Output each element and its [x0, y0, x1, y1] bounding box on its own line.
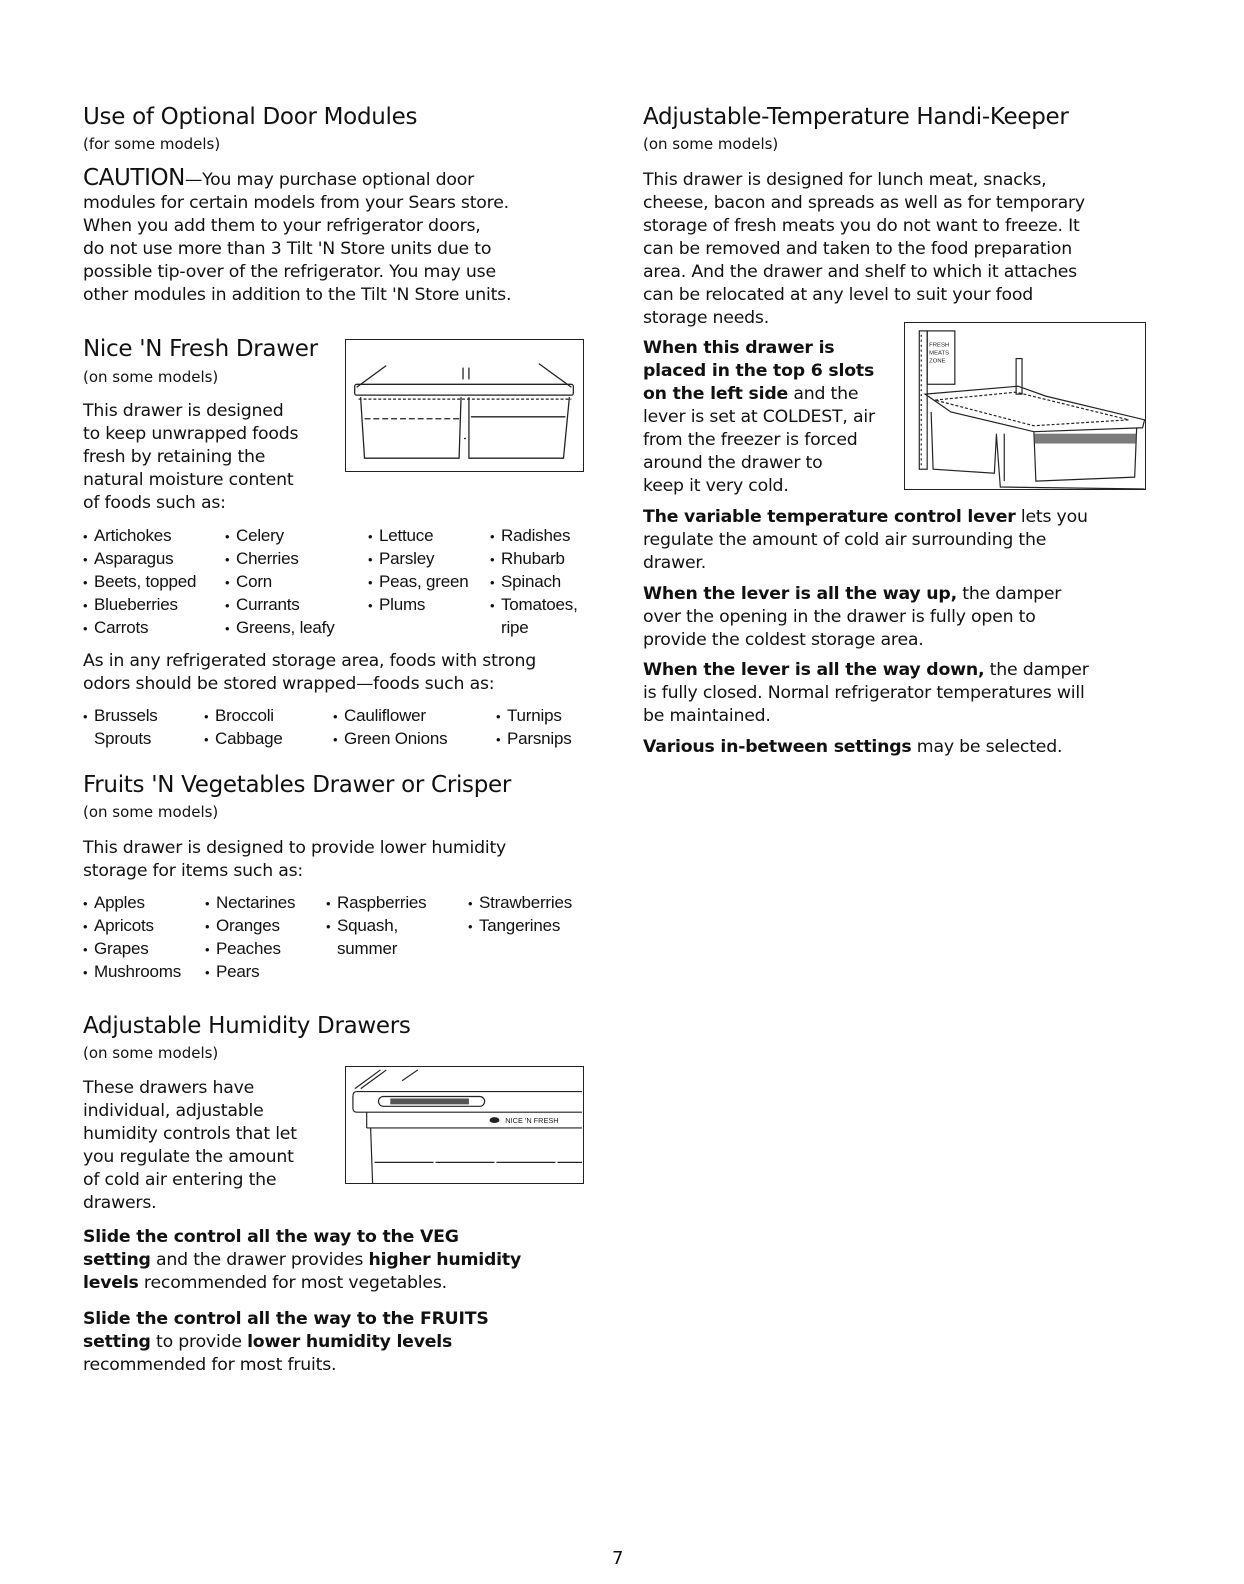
intro-paragraph: These drawers have individual, adjustable humidity controls that let you regulate the amount of cold air entering the drawers.: [83, 1078, 297, 1213]
list-item: • Beets, topped: [83, 570, 196, 593]
list-item-continuation: summer: [337, 939, 398, 958]
section-title: Adjustable Humidity Drawers: [83, 1013, 411, 1039]
veg-setting-paragraph: Slide the control all the way to the VEG setting and the drawer provides higher humidity levels recommended for most vegetables.: [83, 1227, 522, 1293]
list-item: • Oranges: [205, 914, 295, 937]
handi-keeper-drawer-icon: [905, 323, 1145, 489]
food-column: [333, 704, 447, 750]
section-subtitle: (on some models): [83, 803, 219, 821]
lever-up-paragraph: When the lever is all the way up, the damper over the opening in the drawer is fully open to provide the coldest storage area.: [643, 584, 1062, 650]
list-item: • Grapes: [83, 937, 181, 960]
list-item: • Cherries: [225, 547, 335, 570]
food-column: [205, 891, 295, 983]
fruits-veg-food-list: [83, 891, 588, 983]
intro-paragraph: This drawer is designed to keep unwrapped foods fresh by retaining the natural moisture content of foods such as:: [83, 401, 299, 513]
list-item: • Asparagus: [83, 547, 196, 570]
food-column: [83, 524, 196, 639]
section-title: Fruits 'N Vegetables Drawer or Crisper: [83, 772, 512, 798]
caution-paragraph: CAUTION—You may purchase optional door modules for certain models from your Sears store. When you add them to your refrigerator doors, do not use more than 3 Tilt 'N Store units due to possible tip-over of the refrigerator. You may use other modules in addition to the Tilt 'N Store units.: [83, 165, 512, 305]
food-column: [490, 524, 578, 639]
list-item: • Spinach: [490, 570, 578, 593]
in-between-paragraph: Various in-between settings may be selected.: [643, 737, 1063, 757]
section-subtitle: (on some models): [83, 368, 219, 386]
food-column: [83, 704, 158, 750]
svg-text:MEATS: MEATS: [929, 350, 950, 357]
svg-text:ZONE: ZONE: [929, 358, 946, 365]
list-item: • Celery: [225, 524, 335, 547]
list-item: • Parsnips: [496, 727, 572, 750]
list-item: • Parsley: [368, 547, 468, 570]
svg-text:NICE 'N FRESH: NICE 'N FRESH: [505, 1116, 559, 1126]
section-subtitle: (on some models): [643, 135, 779, 153]
list-item: • Cabbage: [204, 727, 283, 750]
food-column: [368, 524, 468, 616]
food-column: [326, 891, 426, 960]
list-item: • Apples: [83, 891, 181, 914]
section-title: Adjustable-Temperature Handi-Keeper: [643, 104, 1069, 130]
intro-paragraph: This drawer is designed to provide lower humidity storage for items such as:: [83, 838, 507, 881]
food-column: [204, 704, 283, 750]
list-item: • Greens, leafy: [225, 616, 335, 639]
list-item: • Apricots: [83, 914, 181, 937]
list-item: • Brussels: [83, 704, 158, 727]
list-item: • Artichokes: [83, 524, 196, 547]
lever-paragraph: The variable temperature control lever lets you regulate the amount of cold air surrounding the drawer.: [643, 507, 1088, 573]
intro-paragraph: This drawer is designed for lunch meat, snacks, cheese, bacon and spreads as well as for temporary storage of fresh meats you do not want to freeze. It can be removed and taken to the food preparation area. And the drawer and shelf to which it attaches can be relocated at any level to suit your food storage needs.: [643, 170, 1085, 328]
food-column: [468, 891, 572, 937]
list-item: • Peaches: [205, 937, 295, 960]
list-item: • Rhubarb: [490, 547, 578, 570]
list-item: • Pears: [205, 960, 295, 983]
list-item: • Strawberries: [468, 891, 572, 914]
list-item: • Carrots: [83, 616, 196, 639]
caution-label: CAUTION: [83, 165, 185, 191]
lever-down-paragraph: When the lever is all the way down, the damper is fully closed. Normal refrigerator temperatures will be maintained.: [643, 660, 1089, 726]
list-item: • Peas, green: [368, 570, 468, 593]
placement-paragraph: When this drawer is placed in the top 6 slots on the left side and the lever is set at COLDEST, air from the freezer is forced around the drawer to keep it very cold.: [643, 338, 875, 496]
humidity-drawer-icon: [346, 1067, 583, 1183]
list-item: • Mushrooms: [83, 960, 181, 983]
food-column: [225, 524, 335, 639]
list-item: • Squash,: [326, 914, 426, 937]
section-subtitle: (for some models): [83, 135, 221, 153]
list-item: • Tangerines: [468, 914, 572, 937]
list-item: • Lettuce: [368, 524, 468, 547]
nice-n-fresh-drawer-illustration: [345, 339, 584, 472]
list-item: • Corn: [225, 570, 335, 593]
list-item: • Radishes: [490, 524, 578, 547]
list-item: • Broccoli: [204, 704, 283, 727]
list-item: • Blueberries: [83, 593, 196, 616]
list-item: • Green Onions: [333, 727, 447, 750]
section-subtitle: (on some models): [83, 1044, 219, 1062]
list-item: • Currants: [225, 593, 335, 616]
drawer-pair-icon: [346, 340, 583, 471]
list-item-continuation: ripe: [501, 618, 529, 637]
odor-food-list: [83, 704, 588, 750]
list-item: • Turnips: [496, 704, 572, 727]
list-item: • Cauliflower: [333, 704, 447, 727]
list-item: • Tomatoes,: [490, 593, 578, 616]
page-number: 7: [612, 1548, 624, 1569]
fruits-setting-paragraph: Slide the control all the way to the FRUITS setting to provide lower humidity levels recommended for most fruits.: [83, 1309, 489, 1375]
section-title: Use of Optional Door Modules: [83, 104, 418, 130]
nice-n-fresh-food-list: [83, 524, 588, 639]
list-item: • Raspberries: [326, 891, 426, 914]
food-column: [83, 891, 181, 983]
humidity-drawer-illustration: [345, 1066, 584, 1184]
section-title: Nice 'N Fresh Drawer: [83, 336, 318, 362]
svg-text:FRESH: FRESH: [929, 342, 950, 349]
list-item: • Plums: [368, 593, 468, 616]
handi-keeper-illustration: [904, 322, 1146, 490]
food-column: [496, 704, 572, 750]
odor-paragraph: As in any refrigerated storage area, foods with strong odors should be stored wrapped—foods such as:: [83, 651, 537, 694]
list-item-continuation: Sprouts: [94, 729, 152, 748]
list-item: • Nectarines: [205, 891, 295, 914]
